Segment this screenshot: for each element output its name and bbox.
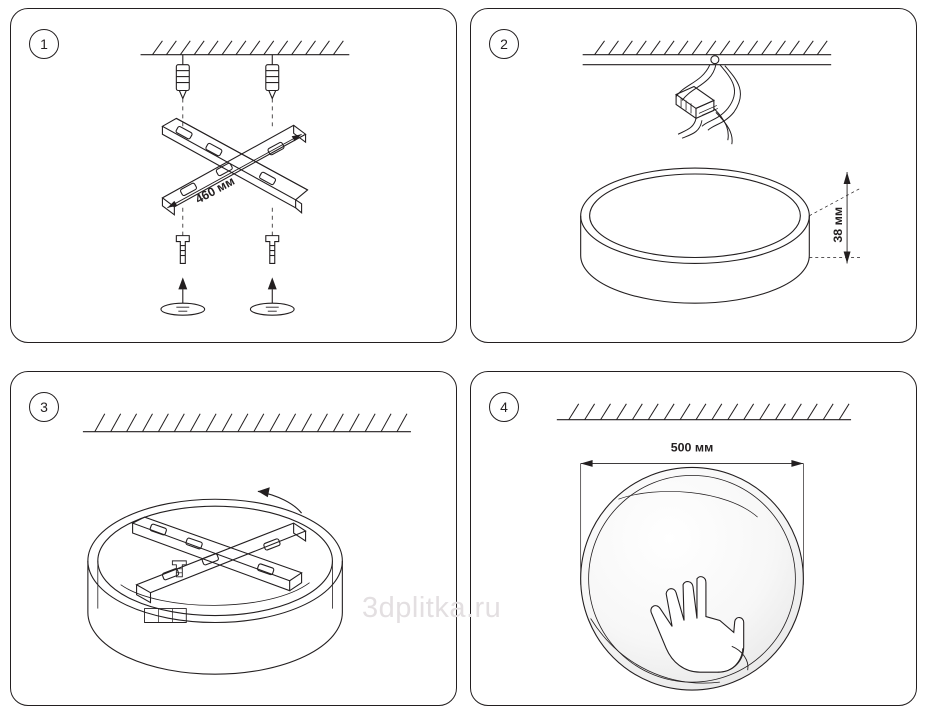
- dimension-460: [167, 134, 301, 208]
- rotation-arrow: [258, 487, 302, 513]
- step-2-illustration: [471, 9, 916, 342]
- screw-right: [266, 236, 279, 264]
- dimension-label-460: 460 мм: [192, 173, 238, 207]
- terminal-block: [676, 87, 718, 119]
- watermark-text: 3dplitka.ru: [362, 592, 502, 624]
- step-number-badge: 1: [29, 29, 59, 59]
- luminaire-body: [581, 168, 810, 303]
- step-number-badge: 4: [489, 392, 519, 422]
- step-4-illustration: [471, 372, 916, 705]
- panel-step-4: [470, 371, 917, 706]
- step-number-badge: 3: [29, 392, 59, 422]
- fixture-open-body: [88, 499, 342, 674]
- dowel-left: [176, 55, 189, 99]
- step-number-badge: 2: [489, 29, 519, 59]
- dimension-label-38: 38 мм: [831, 206, 846, 243]
- step-1-illustration: [11, 9, 456, 342]
- dowel-right: [266, 55, 279, 99]
- step-3-illustration: [11, 372, 456, 705]
- dimension-label-500: 500 мм: [670, 440, 714, 455]
- cross-bracket: [133, 517, 306, 602]
- insert-arrows: [161, 277, 294, 315]
- panel-step-2: [470, 8, 917, 343]
- panel-step-1: [10, 8, 457, 343]
- panel-step-3: [10, 371, 457, 706]
- screw-left: [176, 236, 189, 264]
